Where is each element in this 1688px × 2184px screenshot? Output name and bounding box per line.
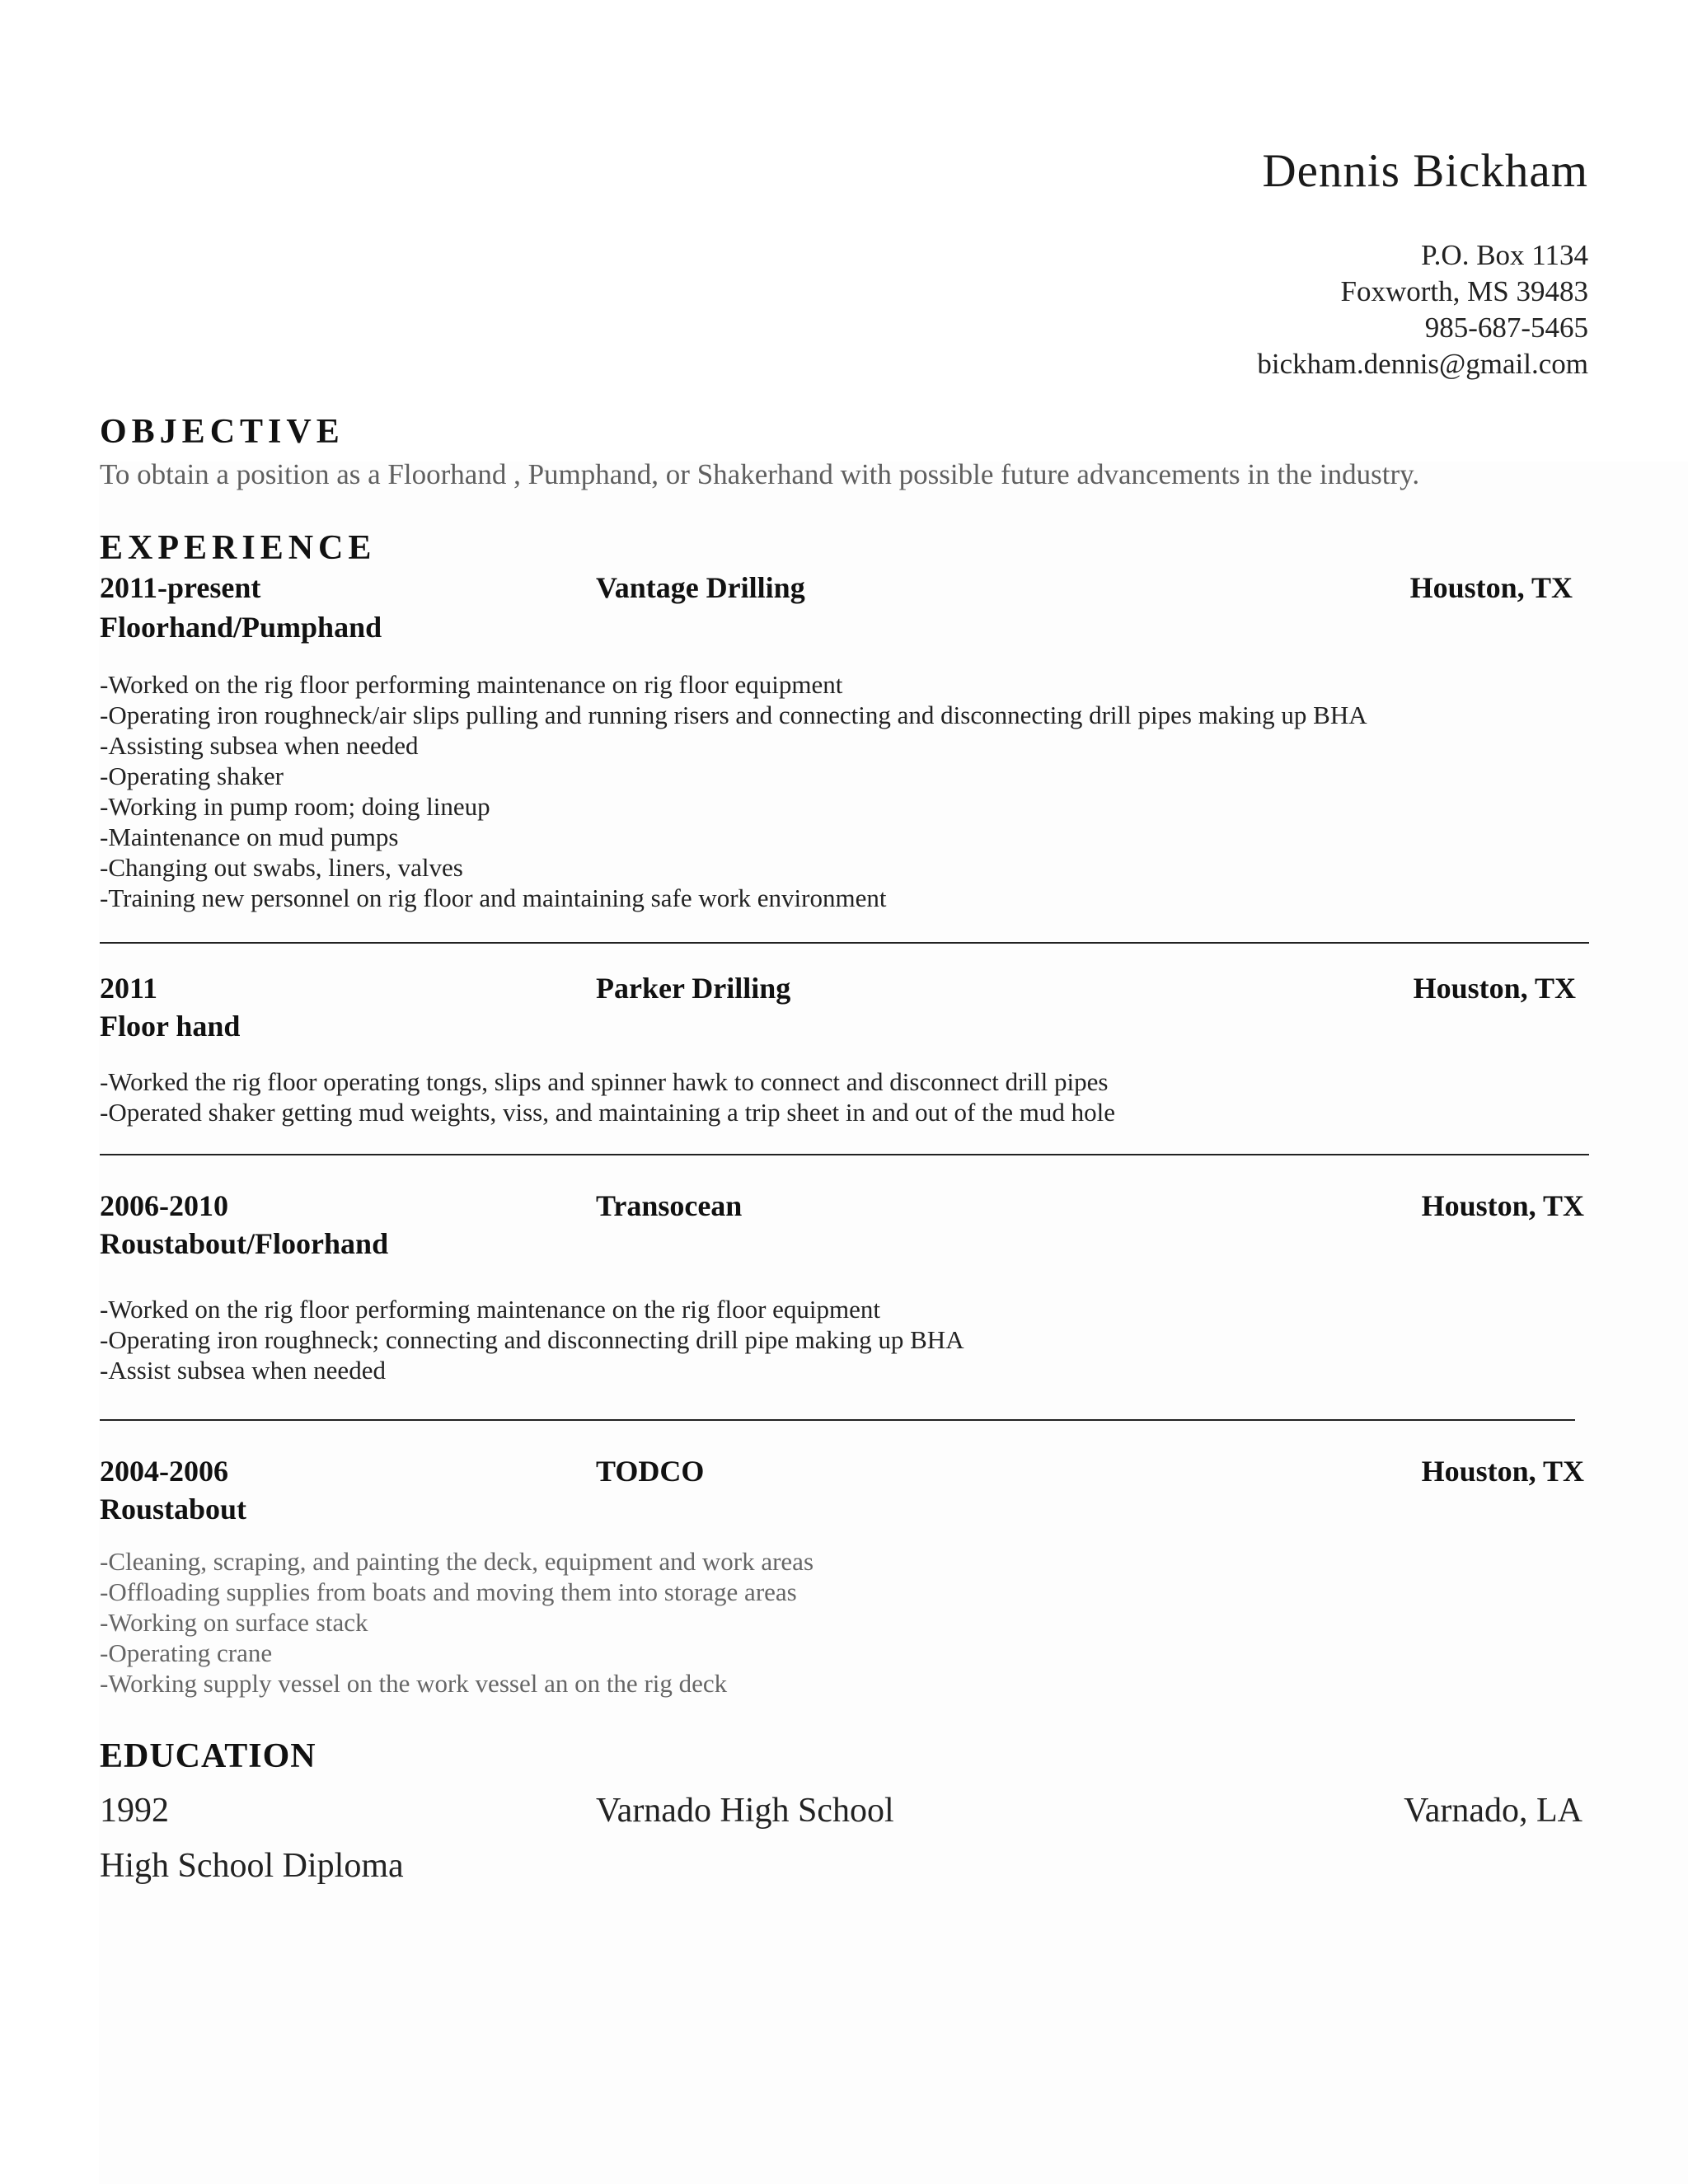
- education-row: [100, 1791, 1582, 1837]
- job-entry: [100, 971, 1589, 1127]
- job-duties: [100, 669, 1589, 913]
- duty-item: -Cleaning, scraping, and painting the deck, equipment and work areas: [100, 1547, 814, 1576]
- job-company: TODCO: [596, 1455, 705, 1488]
- job-dates: 2006-2010: [100, 1189, 228, 1222]
- email-address: bickham.dennis@gmail.com: [1257, 348, 1588, 380]
- job-entry: [100, 1188, 1589, 1385]
- duty-item: -Operating iron roughneck/air slips pulling and running risers and connecting and disconnecting drill pipes making up BHA: [100, 701, 1367, 729]
- education-degree: High School Diploma: [100, 1847, 404, 1885]
- address-line-2: Foxworth, MS 39483: [1340, 275, 1588, 307]
- phone-number: 985-687-5465: [1424, 312, 1588, 344]
- job-location: Houston, TX: [1413, 972, 1576, 1005]
- divider-line: [100, 942, 1589, 944]
- job-dates: 2011-present: [100, 571, 261, 604]
- duty-item: -Maintenance on mud pumps: [100, 823, 399, 851]
- job-duties: [100, 1066, 1589, 1127]
- duty-item: -Worked on the rig floor performing maintenance on the rig floor equipment: [100, 1295, 881, 1324]
- duty-item: -Operating shaker: [100, 762, 284, 790]
- job-title: Floor hand: [100, 1010, 241, 1043]
- objective-heading: OBJECTIVE: [100, 413, 345, 451]
- duty-item: -Operated shaker getting mud weights, viss, and maintaining a trip sheet in and out of the mud hole: [100, 1098, 1115, 1127]
- duty-item: -Changing out swabs, liners, valves: [100, 853, 463, 882]
- duty-item: -Working supply vessel on the work vessel an on the rig deck: [100, 1669, 728, 1698]
- job-location: Houston, TX: [1409, 571, 1573, 604]
- job-duties: [100, 1294, 1589, 1385]
- job-location: Houston, TX: [1421, 1455, 1584, 1488]
- job-entry: [100, 1454, 1589, 1699]
- duty-item: -Working on surface stack: [100, 1608, 368, 1637]
- candidate-name: Dennis Bickham: [1262, 145, 1588, 197]
- job-company: Transocean: [596, 1189, 743, 1222]
- job-dates: 2004-2006: [100, 1455, 228, 1488]
- job-company: Vantage Drilling: [596, 571, 805, 604]
- job-duties: [100, 1546, 1589, 1699]
- duty-item: -Worked the rig floor operating tongs, slips and spinner hawk to connect and disconnect drill pipes: [100, 1067, 1109, 1096]
- job-header-row: [100, 570, 1589, 610]
- job-title: Floorhand/Pumphand: [100, 611, 382, 644]
- duty-item: -Operating iron roughneck; connecting and disconnecting drill pipe making up BHA: [100, 1325, 964, 1354]
- education-school: Varnado High School: [596, 1792, 894, 1830]
- job-title: Roustabout: [100, 1493, 247, 1526]
- job-header-row: [100, 1454, 1589, 1492]
- education-location: Varnado, LA: [1404, 1792, 1582, 1830]
- duty-item: -Worked on the rig floor performing maintenance on rig floor equipment: [100, 670, 843, 699]
- experience-heading: EXPERIENCE: [100, 529, 377, 567]
- contact-block: [1257, 237, 1588, 382]
- job-title: Roustabout/Floorhand: [100, 1227, 389, 1260]
- duty-item: -Assist subsea when needed: [100, 1356, 386, 1385]
- job-dates: 2011: [100, 972, 158, 1005]
- job-location: Houston, TX: [1421, 1189, 1584, 1222]
- education-year: 1992: [100, 1792, 169, 1830]
- duty-item: -Operating crane: [100, 1638, 273, 1667]
- address-line-1: P.O. Box 1134: [1421, 239, 1588, 271]
- job-entry: [100, 570, 1589, 913]
- duty-item: -Assisting subsea when needed: [100, 731, 419, 760]
- duty-item: -Training new personnel on rig floor and maintaining safe work environment: [100, 883, 887, 912]
- objective-text: To obtain a position as a Floorhand , Pumphand, or Shakerhand with possible future advancements in the industry.: [100, 458, 1420, 490]
- job-company: Parker Drilling: [596, 972, 791, 1005]
- divider-line: [100, 1154, 1589, 1155]
- education-heading: EDUCATION: [100, 1737, 316, 1775]
- job-header-row: [100, 971, 1589, 1009]
- divider-line: [100, 1419, 1575, 1421]
- job-header-row: [100, 1188, 1589, 1226]
- duty-item: -Offloading supplies from boats and moving them into storage areas: [100, 1577, 797, 1606]
- duty-item: -Working in pump room; doing lineup: [100, 792, 490, 821]
